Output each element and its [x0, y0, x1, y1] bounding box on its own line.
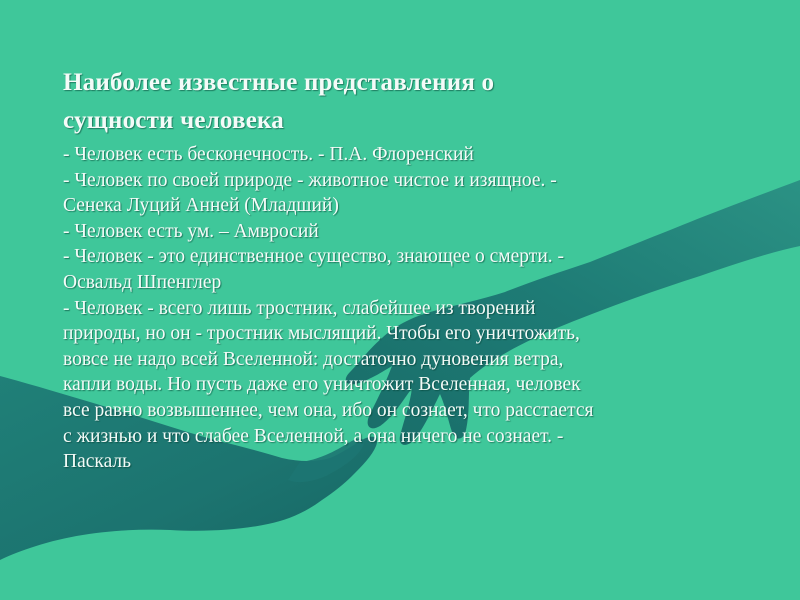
- quote-line: капли воды. Но пусть даже его уничтожит Вселенная, человек: [63, 374, 581, 396]
- slide-title: [63, 64, 775, 140]
- quote-line: - Человек - всего лишь тростник, слабейшее из творений: [63, 297, 536, 319]
- quote-line: - Человек есть ум. – Амвросий: [63, 220, 319, 242]
- quote-line: Паскаль: [63, 451, 132, 473]
- quote-line: все равно возвышеннее, чем она, ибо он сознает, что расстается: [63, 399, 594, 421]
- quote-line: Освальд Шпенглер: [63, 271, 222, 293]
- quote-list: [63, 142, 775, 475]
- quote-line: - Человек - это единственное существо, знающее о смерти. -: [63, 246, 564, 268]
- quote-line: природы, но он - тростник мыслящий. Чтобы его уничтожить,: [63, 323, 580, 345]
- quote-line: с жизнью и что слабее Вселенной, а она ничего не сознает. -: [63, 425, 564, 447]
- title-line: сущности человека: [63, 107, 284, 134]
- quote-line: - Человек есть бесконечность. - П.А. Флоренский: [63, 144, 474, 165]
- title-line: Наиболее известные представления о: [63, 69, 495, 96]
- slide-content: [63, 64, 775, 475]
- quote-line: вовсе не надо всей Вселенной: достаточно дуновения ветра,: [63, 348, 564, 370]
- quote-line: - Человек по своей природе - животное чистое и изящное. -: [63, 169, 557, 191]
- quote-line: Сенека Луций Анней (Младший): [63, 195, 339, 217]
